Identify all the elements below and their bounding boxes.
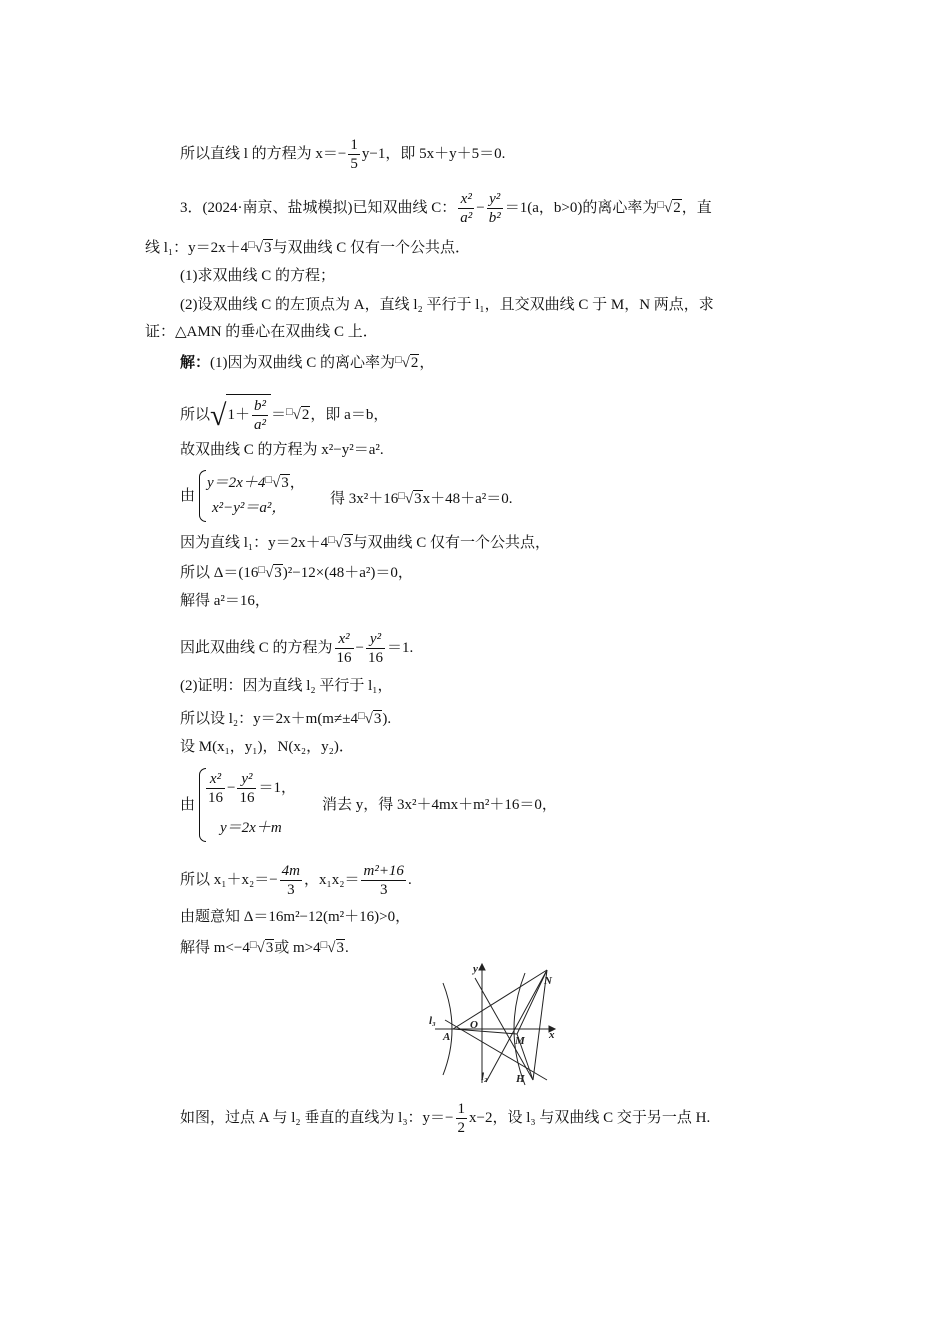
solution-line-11: 设 M(x₁，y₁)，N(x₂，y₂)． (180, 739, 354, 755)
label-A: A (443, 1031, 451, 1043)
system-2-result: 消去 y，得 3x²＋4mx＋m²＋16＝0， (322, 797, 557, 813)
label-H: H (516, 1073, 525, 1085)
solution-line-15: 解得 m<−4□√3或 m>4□√3. (180, 939, 349, 956)
fraction: $\frac{1}{5}$ (350, 137, 358, 172)
fraction-b2-a2: $\frac{\text{b²}}{\text{a²}}$ (254, 398, 266, 433)
intro-line (180, 136, 505, 173)
question-2b: 证：△AMN 的垂心在双曲线 C 上． (145, 324, 378, 340)
intro-prefix: 所以直线 l 的方程为 x＝− (180, 145, 347, 162)
solution-line-13: 所以 x₁＋x₂＝− $\frac{4m}{3}$ ，x₁x₂＝ $\frac{\text{m²+16}}{3}$ . (180, 863, 412, 898)
solution-line-2: 所以√1＋ $\frac{\text{b²}}{\text{a²}}$ ＝□√2，即 a＝b， (180, 394, 388, 434)
system-2-prefix: 由 (180, 797, 196, 813)
label-y: y (473, 963, 478, 975)
solution-line-9: (2)证明：因为直线 l₂ 平行于 l₁， (180, 678, 393, 694)
solution-line-1: 解：(1)因为双曲线 C 的离心率为□√2， (180, 354, 435, 371)
system-1-prefix: 由 (180, 488, 196, 504)
question-2a: (2)设双曲线 C 的左顶点为 A，直线 l₂ 平行于 l₁，且交双曲线 C 于 M，N 两点，求 (180, 297, 714, 313)
fraction-y2-16: $\frac{\text{y²}}{16}$ (367, 631, 383, 666)
intro-suffix: y−1，即 5x＋y＋5＝0. (361, 145, 506, 162)
solution-line-14: 由题意知 Δ＝16m²−12(m²＋16)>0， (180, 909, 411, 925)
label-N: N (544, 975, 552, 987)
system-2-eq-b: y＝2x＋m (220, 820, 282, 836)
fraction-x2-16: $\frac{\text{x²}}{16}$ (336, 631, 352, 666)
solution-label: 解： (180, 355, 211, 371)
fraction-m2-3: $\frac{\text{m²+16}}{3}$ (363, 863, 404, 898)
solution-line-7: 解得 a²＝16， (180, 593, 270, 609)
solution-line-3: 故双曲线 C 的方程为 x²−y²＝a². (180, 442, 384, 458)
problem-statement: 3．(2024·南京、盐城模拟)已知双曲线 C： $\frac{\text{x²}}{\text{a²}}$ − $\frac{\text{y²}}{\text{b²}}$ ＝1(a，b>0)的离心率为□√2，直 (180, 191, 712, 226)
fraction-x2-a2: $\frac{\text{x²}}{\text{a²}}$ (460, 191, 473, 226)
solution-line-5: 因为直线 l₁：y＝2x＋4□√3与双曲线 C 仅有一个公共点， (180, 534, 551, 551)
system-1-result: 得 3x²＋16□√3x＋48＋a²＝0. (330, 490, 513, 507)
segment-AM (453, 1029, 517, 1034)
solution-line-6: 所以 Δ＝(16□√3)²−12×(48＋a²)＝0， (180, 564, 413, 581)
solution-line-10: 所以设 l₂：y＝2x＋m(m≠±4□√3). (180, 710, 392, 727)
fraction-y2-16: $\frac{\text{y²}}{16}$ (239, 771, 255, 806)
fraction-4m-3: $\frac{4m}{3}$ (281, 863, 301, 898)
system-1-eq-b: x²−y²＝a²， (212, 500, 287, 516)
line-l2 (486, 970, 547, 1082)
system-brace (199, 470, 206, 522)
label-l2: l₂ (481, 1071, 488, 1083)
label-l3: l₃ (429, 1015, 436, 1027)
fraction-x2-16: $\frac{\text{x²}}{16}$ (208, 771, 223, 806)
label-x: x (549, 1029, 555, 1041)
fraction-1-2: $\frac{1}{2}$ (457, 1101, 466, 1136)
system-1-eq-a: y＝2x＋4□√3， (207, 474, 305, 491)
solution-line-16: 如图，过点 A 与 l₂ 垂直的直线为 l₃：y＝− $\frac{1}{2}$ x−2，设 l₃ 与双曲线 C 交于另一点 H. (180, 1101, 711, 1136)
label-O: O (470, 1019, 478, 1031)
label-M: M (515, 1035, 525, 1047)
problem-line-2: 线 l₁：y＝2x＋4□√3与双曲线 C 仅有一个公共点． (145, 239, 471, 256)
hyperbola-figure (425, 958, 565, 1088)
solution-line-8: 因此双曲线 C 的方程为 $\frac{\text{x²}}{16}$ − $\frac{\text{y²}}{16}$ ＝1. (180, 631, 414, 666)
system-2-eq-a: $\frac{\text{x²}}{16}$ − $\frac{\text{y²}}{16}$ ＝1， (208, 771, 296, 806)
question-1: (1)求双曲线 C 的方程； (180, 268, 335, 284)
fraction-y2-b2: $\frac{\text{y²}}{\text{b²}}$ (488, 191, 501, 226)
y-axis-arrow-icon (479, 964, 485, 970)
